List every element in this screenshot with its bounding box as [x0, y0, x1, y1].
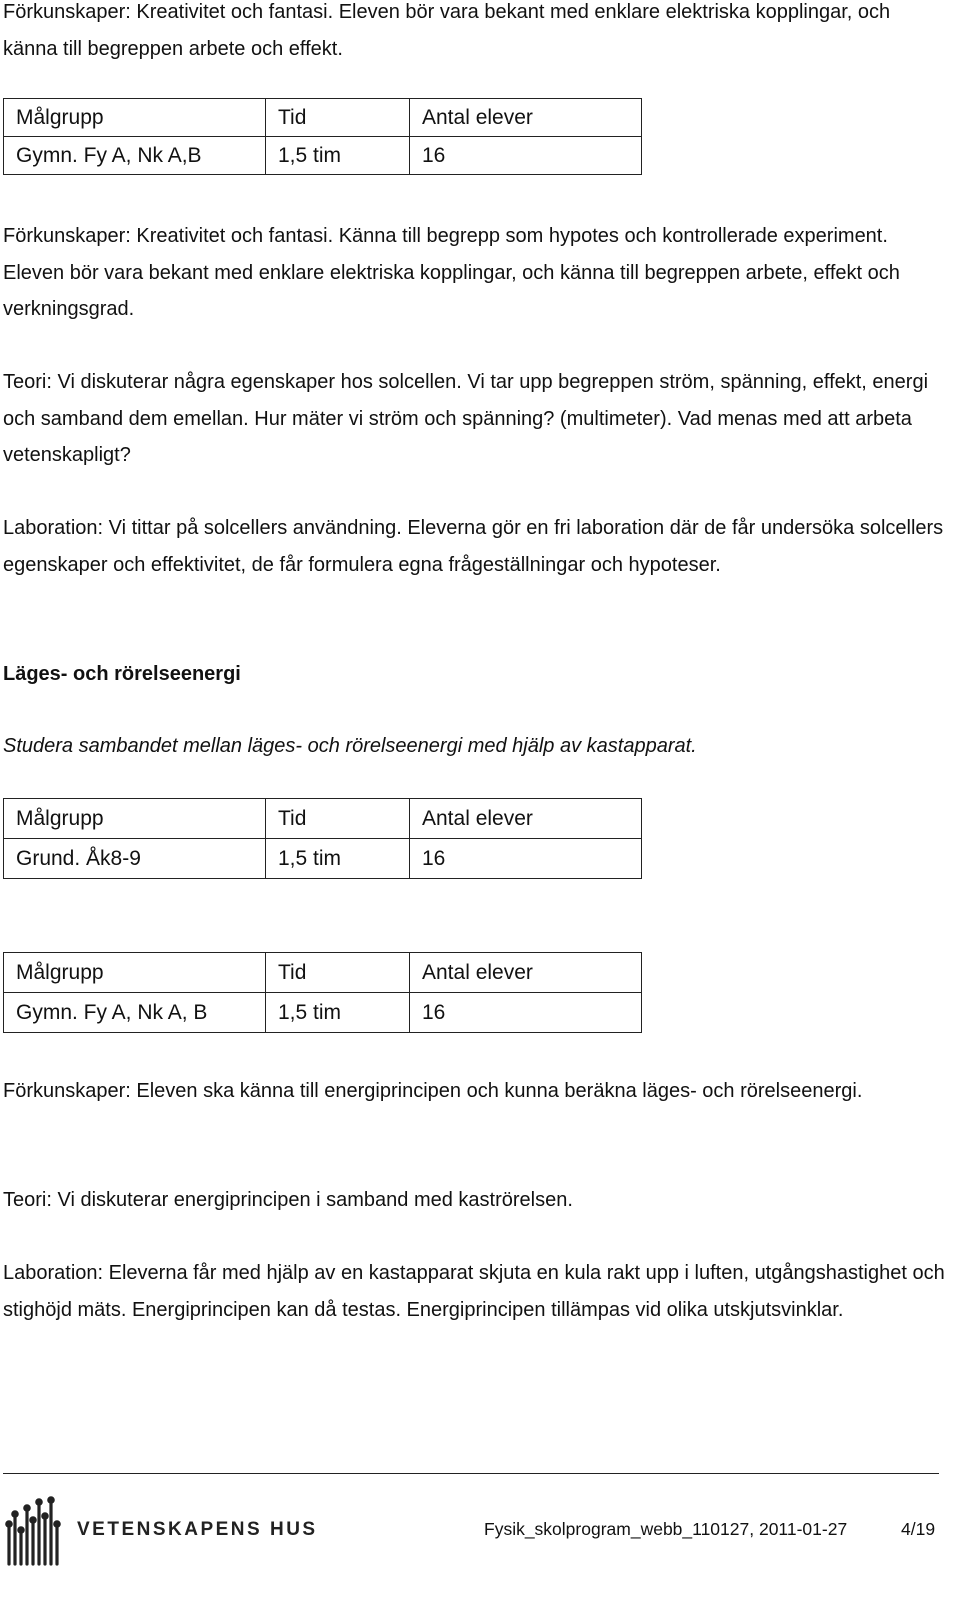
forkunskaper-paragraph-2: Förkunskaper: Eleven ska känna till energiprincipen och kunna beräkna läges- och rörelseenergi. [3, 1080, 863, 1102]
header-antal-elever: Antal elever [410, 99, 642, 137]
teori-paragraph: Teori: Vi diskuterar några egenskaper hos solcellen. Vi tar upp begreppen ström, spänning, effekt, energi och samband dem emellan. Hur mäter vi ström och spänning? (multimeter). Vad menas med att arbeta vetenskapligt? [3, 371, 929, 466]
table-header-row [4, 799, 642, 839]
logo-wordmark: VETENSKAPENS HUS [77, 1519, 318, 1540]
info-table-1 [3, 98, 642, 175]
cell-malgrupp: Gymn. Fy A, Nk A,B [4, 137, 266, 175]
header-antal-elever: Antal elever [410, 953, 642, 993]
teori-paragraph-2: Teori: Vi diskuterar energiprincipen i samband med kaströrelsen. [3, 1189, 573, 1211]
table-header-row [4, 953, 642, 993]
tree-branch-logo-icon [3, 1496, 65, 1571]
header-malgrupp: Målgrupp [4, 799, 266, 839]
footer-divider [3, 1473, 939, 1474]
page-number: 4/19 [901, 1519, 936, 1539]
cell-tid: 1,5 tim [266, 137, 410, 175]
table-row [4, 839, 642, 879]
header-tid: Tid [266, 953, 410, 993]
header-malgrupp: Målgrupp [4, 99, 266, 137]
header-tid: Tid [266, 799, 410, 839]
info-table-3 [3, 952, 642, 1033]
laboration-paragraph-2: Laboration: Eleverna får med hjälp av en kastapparat skjuta en kula rakt upp i luften, utgångshastighet och stighöjd mäts. Energiprincipen kan då testas. Energiprincipen tillämpas vid olika utskjutsvinklar. [3, 1262, 945, 1321]
info-table-2 [3, 798, 642, 879]
cell-malgrupp: Grund. Åk8-9 [4, 839, 266, 879]
header-tid: Tid [266, 99, 410, 137]
laboration-paragraph: Laboration: Vi tittar på solcellers användning. Eleverna gör en fri laboration där de får undersöka solcellers egenskaper och effektivitet, de får formulera egna frågeställningar och hypoteser. [3, 517, 944, 576]
cell-antal-elever: 16 [410, 993, 642, 1033]
cell-antal-elever: 16 [410, 839, 642, 879]
section-subtitle: Studera sambandet mellan läges- och rörelseenergi med hjälp av kastapparat. [3, 735, 697, 757]
header-malgrupp: Målgrupp [4, 953, 266, 993]
forkunskaper-paragraph: Förkunskaper: Kreativitet och fantasi. Känna till begrepp som hypotes och kontrollerade experiment. Eleven bör vara bekant med enklare elektriska kopplingar, och känna till begreppen arbete, effekt och verkningsgrad. [3, 225, 900, 320]
cell-tid: 1,5 tim [266, 839, 410, 879]
header-antal-elever: Antal elever [410, 799, 642, 839]
table-header-row [4, 99, 642, 137]
cell-tid: 1,5 tim [266, 993, 410, 1033]
footer-document-reference: Fysik_skolprogram_webb_110127, 2011-01-27 [484, 1519, 848, 1539]
table-row [4, 993, 642, 1033]
section-heading: Läges- och rörelseenergi [3, 663, 241, 685]
cell-antal-elever: 16 [410, 137, 642, 175]
cell-malgrupp: Gymn. Fy A, Nk A, B [4, 993, 266, 1033]
table-row [4, 137, 642, 175]
intro-paragraph: Förkunskaper: Kreativitet och fantasi. Eleven bör vara bekant med enklare elektriska kopplingar, och känna till begreppen arbete och effekt. [3, 1, 891, 60]
